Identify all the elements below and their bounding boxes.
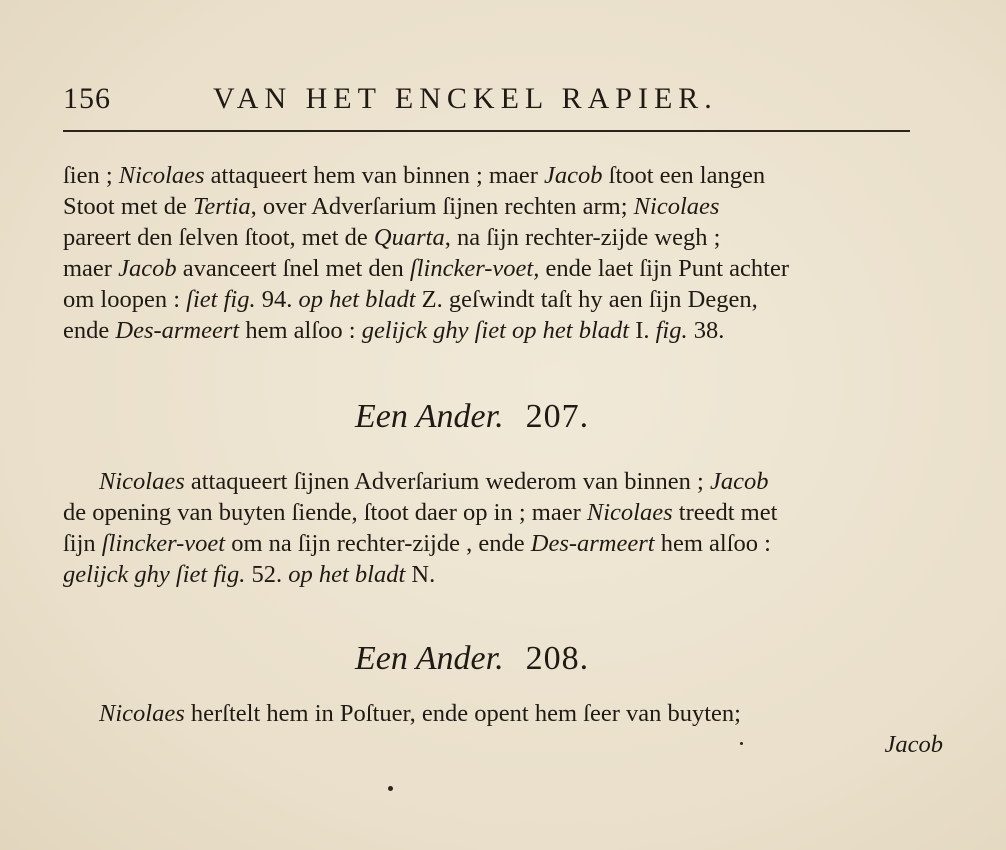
text-run: treedt met — [672, 499, 778, 526]
text-run: om na ſijn rechter-zijde , ende — [225, 530, 531, 557]
text-line — [63, 698, 943, 729]
italic-run: Nicolaes — [586, 499, 673, 526]
italic-run: Nicolaes — [633, 193, 720, 220]
text-run: maer — [63, 255, 119, 282]
section-heading-208 — [355, 640, 589, 678]
heading-title: Een Ander. — [355, 398, 504, 435]
italic-run: ſlincker-voet, — [409, 255, 540, 282]
header-rule — [63, 130, 910, 132]
text-run: I. — [629, 317, 656, 344]
text-run: Z. geſwindt taſt hy aen ſijn Degen, — [415, 286, 758, 313]
italic-run: Jacob — [118, 255, 177, 282]
italic-run: gelijck ghy ſiet op het bladt — [361, 317, 630, 344]
italic-run: op het bladt — [298, 286, 416, 313]
text-line — [63, 222, 789, 253]
catchword — [63, 729, 943, 760]
text-run: 52. — [245, 561, 289, 588]
text-run: Stoot met de — [63, 193, 193, 220]
text-run: ſien ; — [63, 162, 119, 189]
section-heading-207 — [355, 398, 589, 436]
italic-run: fig. — [655, 317, 688, 344]
text-run: ende — [63, 317, 116, 344]
italic-run: Jacob — [884, 731, 943, 758]
text-run: 38. — [687, 317, 725, 344]
text-run: ſtoot een langen — [602, 162, 766, 189]
italic-run: op het bladt — [288, 561, 406, 588]
italic-run: Tertia — [192, 193, 251, 220]
italic-run: Quarta — [373, 224, 445, 251]
text-line — [63, 466, 777, 497]
text-run: N. — [405, 561, 436, 588]
text-run: de opening van buyten ſiende, ſtoot daer op in ; maer — [63, 499, 587, 526]
text-run: ſijn — [63, 530, 102, 557]
text-line — [63, 315, 789, 346]
text-run: ende laet ſijn Punt achter — [539, 255, 790, 282]
text-run: avanceert ſnel met den — [176, 255, 410, 282]
running-title: VAN HET ENCKEL RAPIER. — [213, 82, 718, 115]
text-run: pareert den ſelven ſtoot, met de — [63, 224, 374, 251]
italic-run: gelijck ghy ſiet fig. — [63, 561, 246, 588]
text-run: attaqueert hem van binnen ; maer — [204, 162, 545, 189]
heading-title: Een Ander. — [355, 640, 504, 677]
italic-run: Jacob — [544, 162, 603, 189]
text-line — [63, 191, 789, 222]
paragraph-3 — [63, 698, 943, 760]
text-line — [63, 253, 789, 284]
ink-speck — [740, 742, 743, 745]
text-run: hem alſoo : — [239, 317, 362, 344]
text-run: , over Adverſarium ſijnen rechten arm; — [250, 193, 634, 220]
heading-number: 208. — [525, 640, 590, 677]
italic-run: Nicolaes — [99, 700, 185, 727]
text-line — [63, 160, 789, 191]
italic-run: Des-armeert — [530, 530, 655, 557]
paragraph-2 — [63, 466, 777, 590]
text-run: 94. — [255, 286, 299, 313]
text-run: om loopen : — [63, 286, 187, 313]
text-line — [63, 528, 777, 559]
text-run: hem alſoo : — [654, 530, 771, 557]
text-run: herſtelt hem in Poſtuer, ende opent hem ſeer van buyten; — [184, 700, 741, 727]
italic-run: ſiet fig. — [186, 286, 256, 313]
text-line — [63, 497, 777, 528]
text-run: attaqueert ſijnen Adverſarium wederom van binnen ; — [184, 468, 710, 495]
italic-run: Des-armeert — [115, 317, 240, 344]
italic-run: Nicolaes — [99, 468, 185, 495]
text-line — [63, 284, 789, 315]
paragraph-1 — [63, 160, 789, 346]
italic-run: Nicolaes — [118, 162, 205, 189]
page-number: 156 — [63, 82, 111, 115]
page-header — [63, 82, 913, 122]
text-line — [63, 559, 777, 590]
text-run: , na ſijn rechter-zijde wegh ; — [444, 224, 721, 251]
heading-number: 207. — [525, 398, 590, 435]
italic-run: Jacob — [709, 468, 769, 495]
ink-speck — [388, 786, 393, 791]
italic-run: ſlincker-voet — [101, 530, 226, 557]
